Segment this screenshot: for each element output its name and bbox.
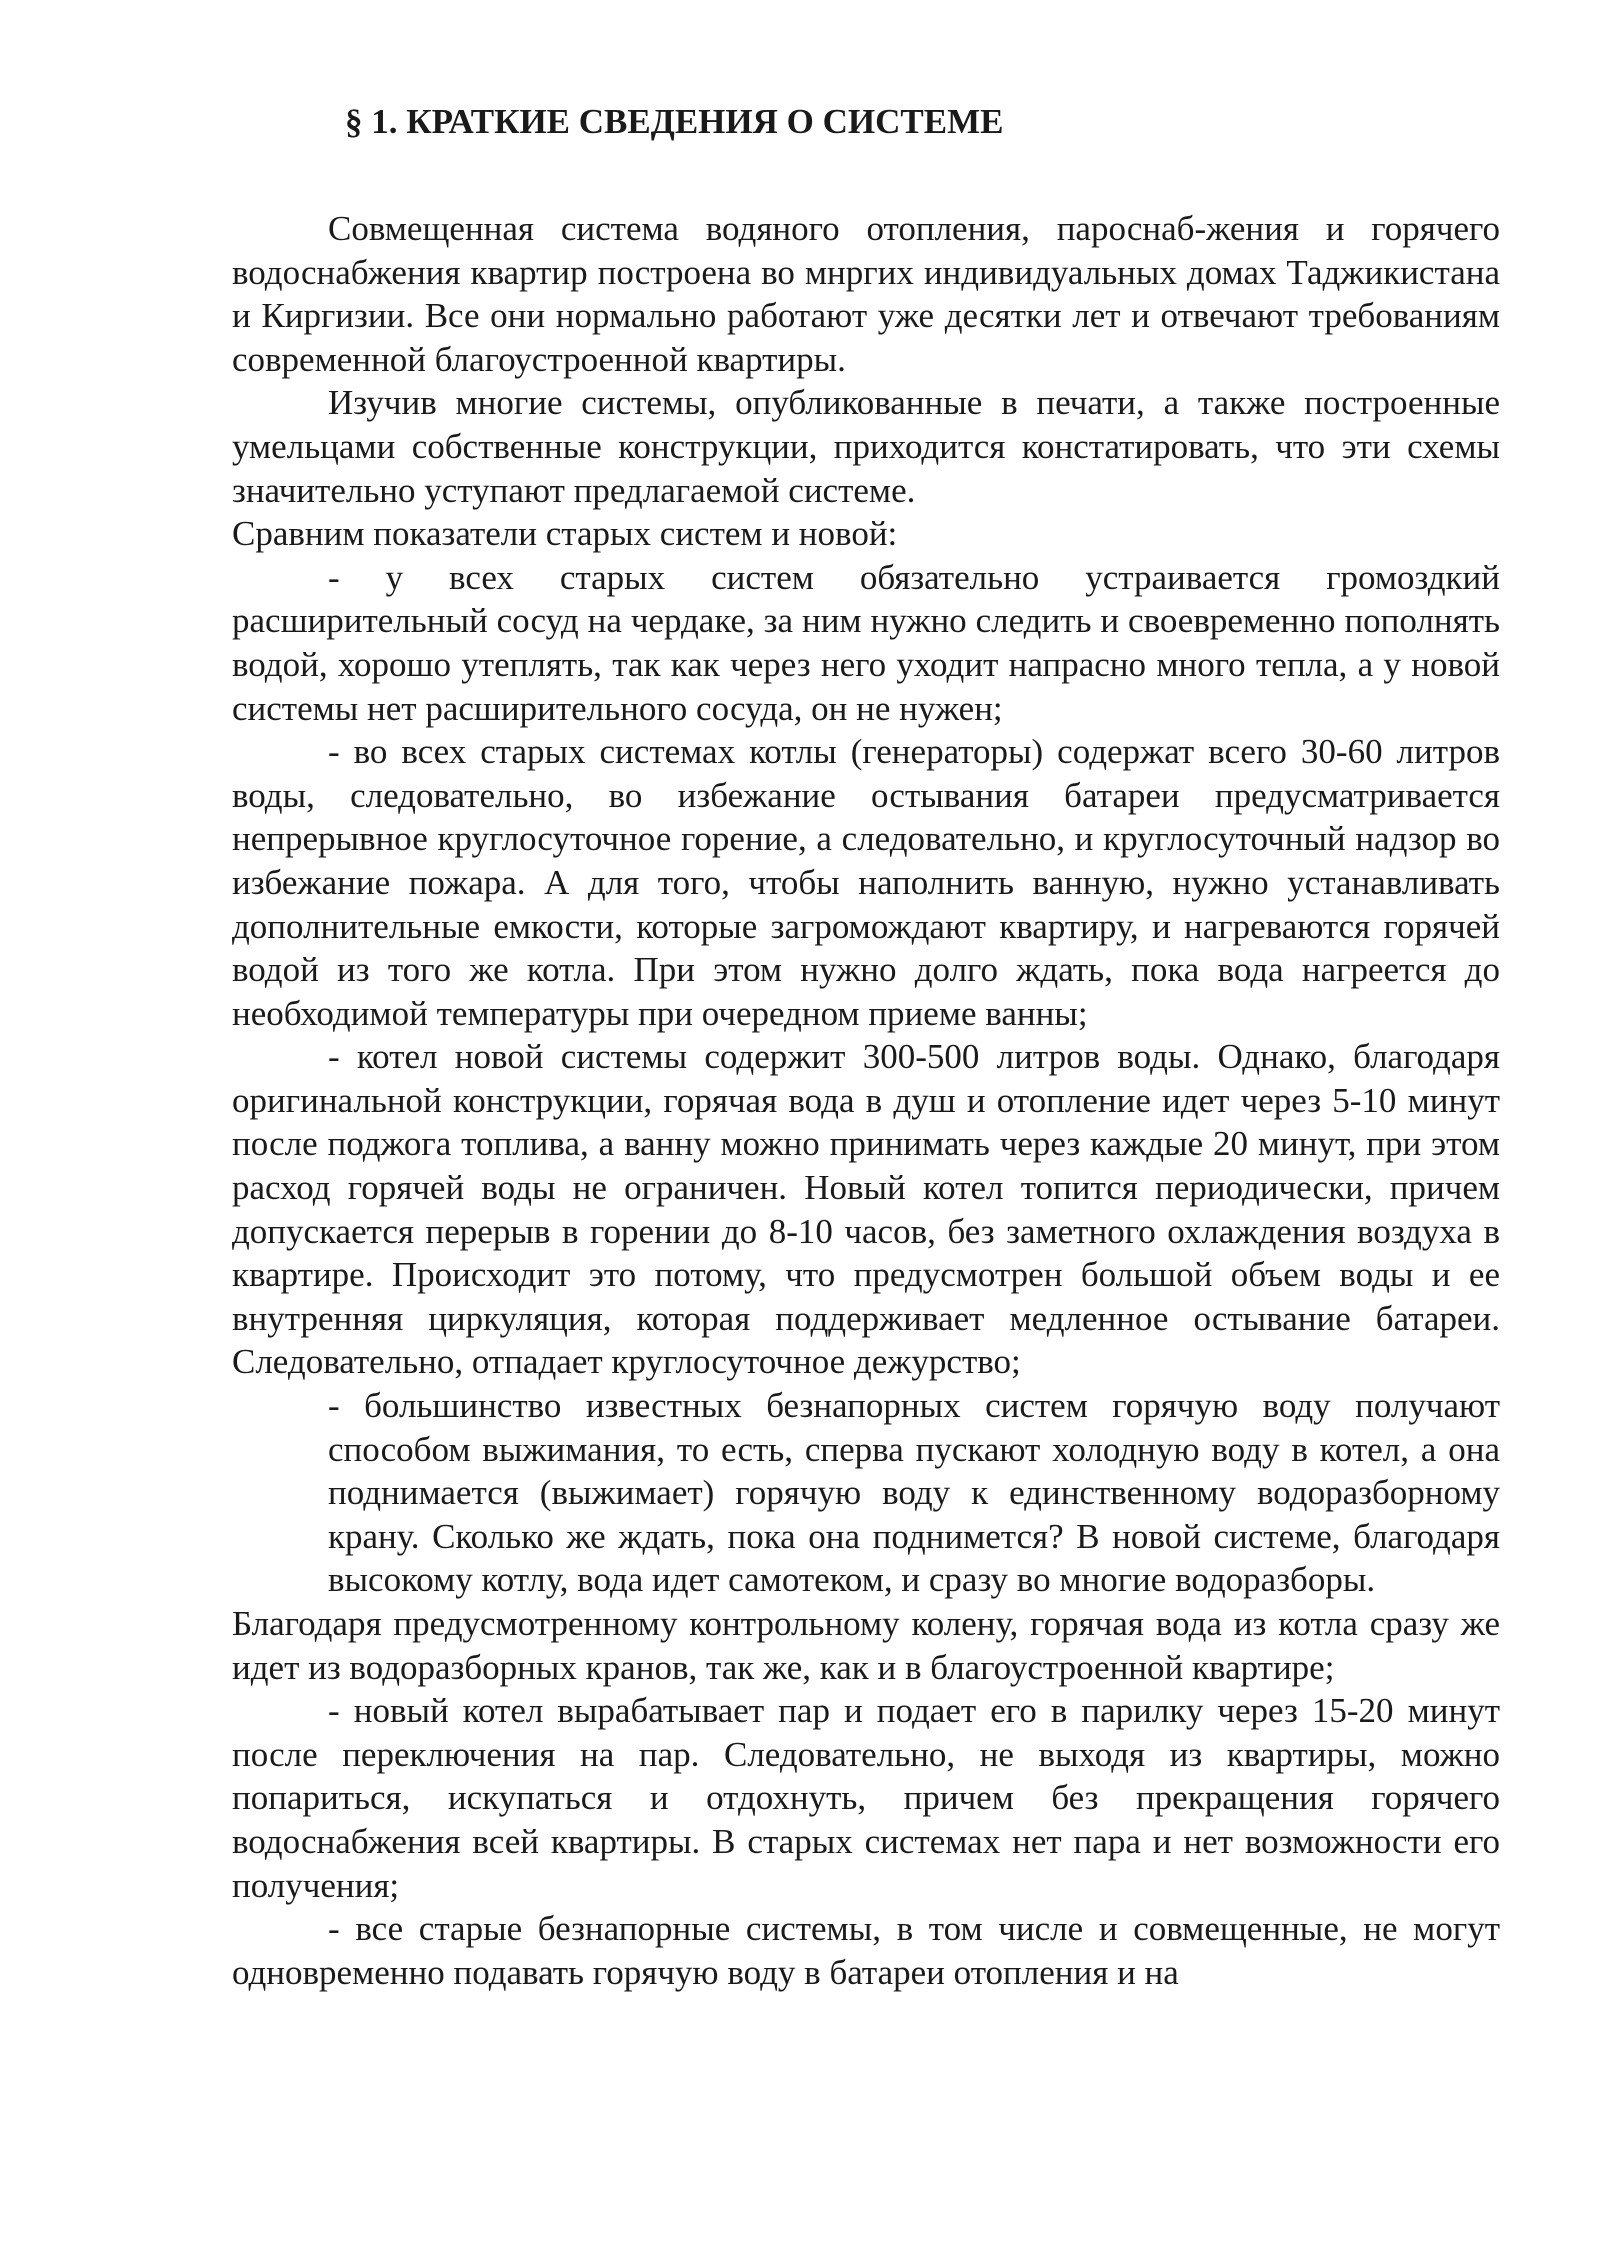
paragraph-systems-review: Изучив многие системы, опубликованные в печати, а также построенные умельцами собственные конструкции, приходится констатировать, что эти схемы значительно уступают предлагаемой системе. — [232, 383, 1500, 510]
paragraph-control-knee: Благодаря предусмотренному контрольному колену, горячая вода из котла сразу же идет из водоразборных кранов, так же, как и в благоустроенной квартире; — [232, 1604, 1500, 1687]
paragraph-new-boiler: - котел новой системы содержит 300-500 литров воды. Однако, благодаря оригинальной конструкции, горячая вода в душ и отопление идет через 5-10 минут после поджога топлива, а ванну можно принимать через каждые 20 минут, при этом расход горячей воды не ограничен. Новый котел топится периодически, причем допускается перерыв в горении до 8-10 часов, без заметного охлаждения воздуха в квартире. Происходит это потому, что предусмотрен большой объем воды и ее внутренняя циркуляция, которая поддерживает медленное остывание батареи. Следовательно, отпадает круглосуточное дежурство; — [232, 1037, 1500, 1382]
paragraph-expansion-vessel: - у всех старых систем обязательно устраивается громоздкий расширительный сосуд на чердаке, за ним нужно следить и своевременно пополнять водой, хорошо утеплять, так как через него уходит напрасно много тепла, а у новой системы нет расширительного сосуда, он не нужен; — [232, 557, 1500, 728]
paragraph-old-boilers: - во всех старых системах котлы (генераторы) содержат всего 30-60 литров воды, следовательно, во избежание остывания батареи предусматривается непрерывное круглосуточное горение, а следовательно, и круглосуточный надзор во избежание пожара. А для того, чтобы наполнить ванную, нужно устанавливать дополнительные емкости, которые загромождают квартиру, и нагреваются горячей водой из того же котла. При этом нужно долго ждать, пока вода нагреется до необходимой температуры при очередном приеме ванны; — [232, 732, 1500, 1033]
paragraph-steam: - новый котел вырабатывает пар и подает его в парилку через 15-20 минут после переключения на пар. Следовательно, не выходя из квартиры, можно попариться, искупаться и отдохнуть, причем без прекращения горячего водоснабжения всей квартиры. В старых системах нет пара и нет возможности его получения; — [232, 1691, 1500, 1905]
paragraph-comparison-lead: Сравним показатели старых систем и новой: — [232, 514, 898, 554]
paragraph-squeeze-method: - большинство известных безнапорных систем горячую воду получают способом выжимания, то есть, сперва пускают холодную воду в котел, а она поднимается (выжимает) горячую воду к единственному водоразборному крану. Сколько же ждать, пока она поднимется? В новой системе, благодаря высокому котлу, вода идет самотеком, и сразу во многие водоразборы. — [328, 1386, 1500, 1600]
section-body — [232, 207, 1500, 1994]
section-title: § 1. КРАТКИЕ СВЕДЕНИЯ О СИСТЕМЕ — [345, 102, 1004, 141]
paragraph-non-pressure-systems: - все старые безнапорные системы, в том числе и совмещенные, не могут одновременно подавать горячую воду в батареи отопления и на — [232, 1909, 1500, 1992]
paragraph-intro: Совмещенная система водяного отопления, пароснаб-жения и горячего водоснабжения квартир построена во мнргих индивидуальных домах Таджикистана и Киргизии. Все они нормально работают уже десятки лет и отвечают требованиям современной благоустроенной квартиры. — [232, 209, 1500, 379]
